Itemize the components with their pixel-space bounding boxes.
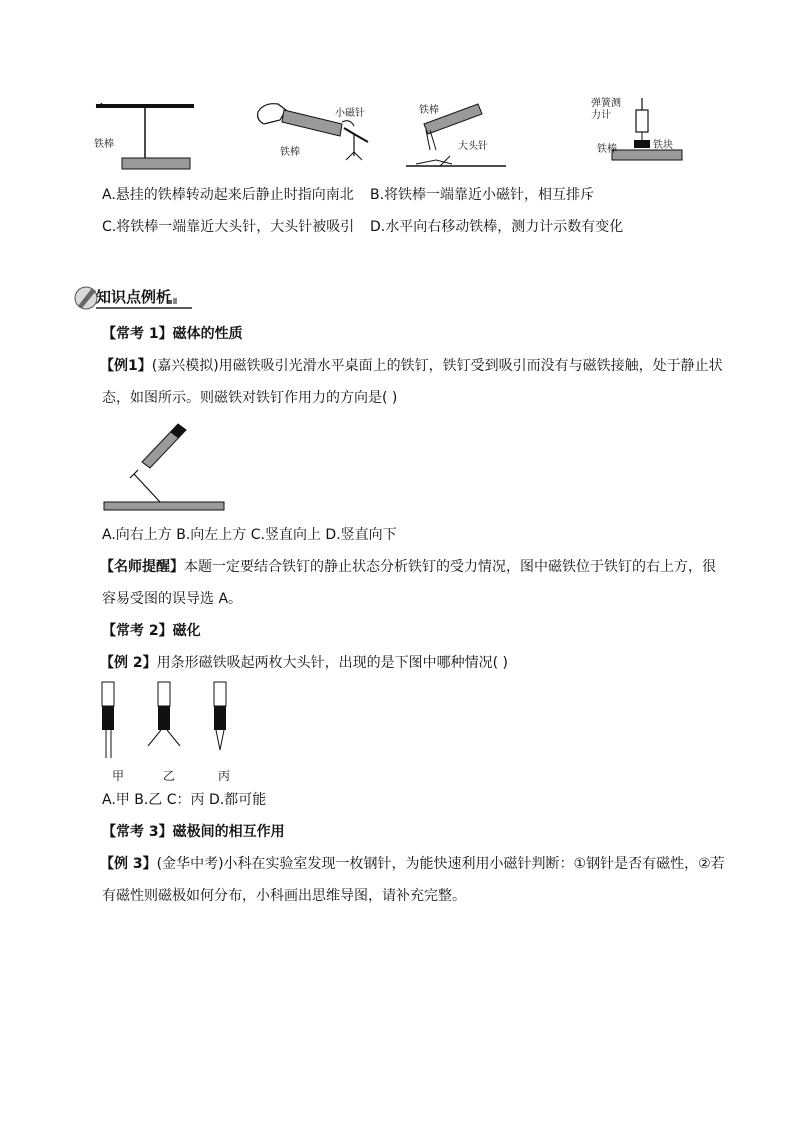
q2-tag: 【常考 2】磁化: [102, 623, 201, 639]
label-iron-rod-3: 铁棒: [419, 105, 439, 116]
option-b-top: B.将铁棒一端靠近小磁针，相互排斥: [370, 187, 595, 203]
figure-three-magnets: [96, 680, 246, 764]
label-iron-rod-2: 铁棒: [280, 147, 300, 158]
label-spring-scale: 弹簧测 力计: [591, 98, 621, 121]
label-iron-block: 铁块: [653, 140, 673, 151]
figure-rod-pins: [396, 100, 516, 170]
label-iron-rod-4: 铁棒: [597, 144, 617, 155]
option-d-top: D.水平向右移动铁棒，测力计示数有变化: [370, 219, 624, 235]
q2-text1: 用条形磁铁吸起两枚大头针，出现的是下图中哪种情况( ): [156, 655, 508, 671]
q1-line2: 态，如图所示。则磁铁对铁钉作用力的方向是( ): [102, 390, 398, 406]
q1-tip-line1: [100, 557, 716, 577]
section-title-bar: [72, 284, 194, 310]
q1-example-label: 【例1】: [100, 358, 152, 374]
q1-tip-text1: 本题一定要结合铁钉的静止状态分析铁钉的受力情况，图中磁铁位于铁钉的右上方，很: [184, 559, 716, 575]
q2-label-jia: 甲: [112, 769, 125, 783]
figure-magnet-nail: [100, 418, 230, 514]
option-a-top: A.悬挂的铁棒转动起来后静止时指向南北: [102, 187, 354, 203]
section-title: 知识点例析: [96, 288, 172, 306]
q2-line1: [100, 653, 508, 673]
q3-line2: 有磁性则磁极如何分布，小科画出思维导图，请补充完整。: [102, 888, 466, 904]
label-iron-rod-1: 铁棒: [94, 139, 114, 150]
q1-tip-label: 【名师提醒】: [100, 559, 184, 575]
q2-label-yi: 乙: [163, 769, 176, 783]
q1-line1: [100, 356, 723, 376]
q3-example-label: 【例 3】: [100, 856, 157, 872]
label-small-compass: 小磁针: [335, 108, 365, 119]
q2-options: A.甲 B.乙 C：丙 D.都可能: [102, 792, 267, 808]
q1-tag: 【常考 1】磁体的性质: [102, 326, 243, 342]
q2-example-label: 【例 2】: [100, 655, 157, 671]
q1-text1: (嘉兴模拟)用磁铁吸引光滑水平桌面上的铁钉，铁钉受到吸引而没有与磁铁接触，处于静止状: [151, 358, 723, 374]
q3-line1: [100, 854, 725, 874]
q1-options: A.向右上方 B.向左上方 C.竖直向上 D.竖直向下: [102, 527, 397, 543]
q3-text1: (金华中考)小科在实验室发现一枚钢针，为能快速利用小磁针判断：①钢针是否有磁性，②若: [156, 856, 725, 872]
q1-tip-line2: 容易受图的误导选 A。: [102, 591, 243, 607]
q2-label-bing: 丙: [218, 769, 231, 783]
q3-tag: 【常考 3】磁极间的相互作用: [102, 824, 285, 840]
option-c-top: C.将铁棒一端靠近大头针，大头针被吸引: [102, 219, 355, 235]
label-big-pin: 大头针: [458, 141, 488, 152]
